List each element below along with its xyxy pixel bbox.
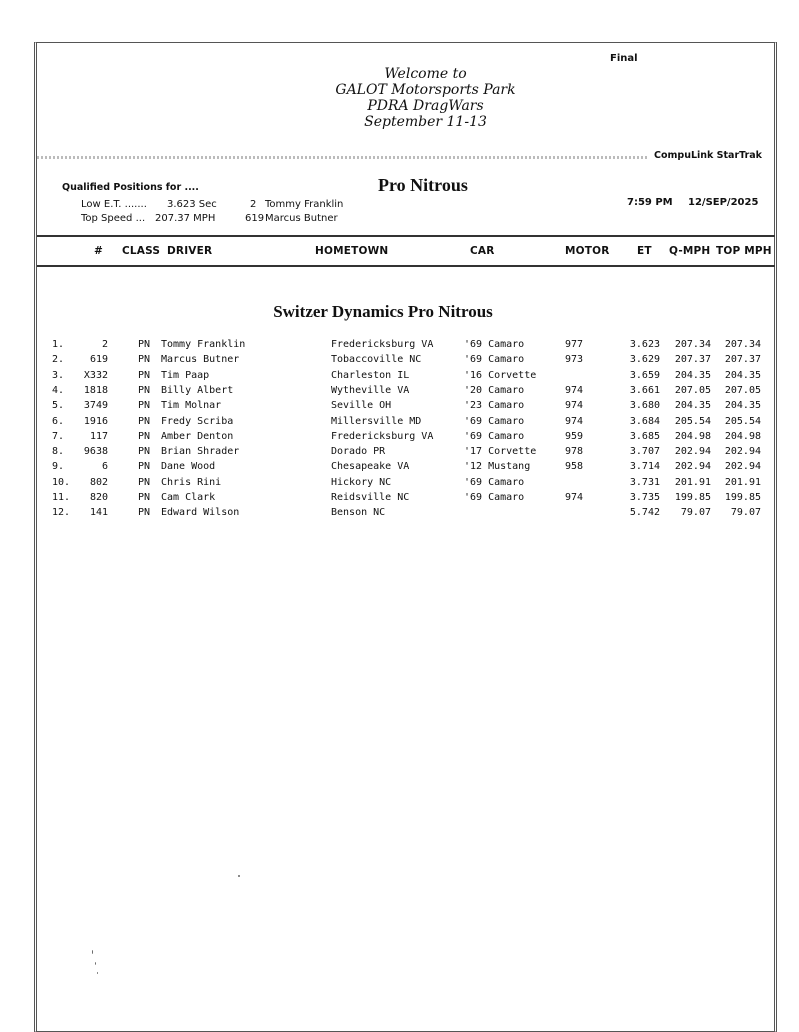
- col-motor: MOTOR: [565, 245, 610, 257]
- row-class: PN: [138, 492, 151, 503]
- report-time: 7:59 PM: [627, 197, 673, 208]
- col-topmph: TOP MPH: [716, 245, 772, 257]
- row-qmph: 199.85: [674, 492, 711, 503]
- qualified-label: Qualified Positions for ....: [62, 182, 199, 193]
- row-driver: Brian Shrader: [161, 446, 240, 458]
- top-speed-driver: Marcus Butner: [265, 213, 338, 224]
- low-et-driver: Tommy Franklin: [265, 199, 344, 210]
- row-top-mph: 207.37: [724, 354, 761, 366]
- row-motor: 973: [565, 354, 584, 366]
- row-car-number: 1818: [83, 384, 108, 396]
- status-label: Final: [610, 53, 638, 64]
- row-hometown: Tobaccoville NC: [331, 354, 422, 366]
- row-car: '16 Corvette: [464, 369, 537, 381]
- row-qmph: 204.35: [674, 400, 711, 412]
- row-car: '69 Camaro: [464, 415, 525, 427]
- row-position: 2.: [52, 354, 65, 366]
- row-class: PN: [138, 400, 151, 412]
- row-car-number: 117: [89, 430, 108, 442]
- row-car: '17 Corvette: [464, 446, 537, 458]
- row-class: PN: [138, 369, 151, 381]
- row-position: 3.: [52, 369, 65, 381]
- top-speed-value: 207.37 MPH: [155, 213, 216, 224]
- row-car: '69 Camaro: [464, 354, 525, 366]
- row-qmph: 204.35: [674, 369, 711, 381]
- row-car-number: 619: [89, 354, 108, 366]
- row-driver: Tommy Franklin: [161, 339, 246, 350]
- row-hometown: Fredericksburg VA: [331, 430, 434, 442]
- scan-speck: [95, 962, 96, 965]
- event-line-4: September 11-13: [364, 114, 487, 130]
- row-et: 3.680: [629, 400, 660, 412]
- table-row: [0, 446, 799, 461]
- row-top-mph: 199.85: [724, 492, 761, 503]
- row-car: '69 Camaro: [464, 476, 525, 488]
- col-hometown: HOMETOWN: [315, 245, 389, 257]
- row-qmph: 202.94: [674, 461, 711, 473]
- col-driver: DRIVER: [167, 245, 213, 257]
- table-row: [0, 507, 799, 522]
- top-speed-car-number: 619: [245, 213, 265, 224]
- row-car: '12 Mustang: [464, 461, 531, 473]
- col-class: CLASS: [122, 245, 161, 257]
- table-row: [0, 370, 799, 385]
- row-top-mph: 205.54: [724, 415, 761, 427]
- row-class: PN: [138, 339, 151, 350]
- scan-speck: [97, 972, 98, 974]
- row-position: 5.: [52, 400, 65, 412]
- row-hometown: Dorado PR: [331, 446, 386, 458]
- table-row: [0, 400, 799, 415]
- event-line-3: PDRA DragWars: [367, 98, 484, 114]
- row-et: 3.684: [629, 415, 660, 427]
- top-speed-label: Top Speed ...: [81, 213, 146, 224]
- row-car-number: 9638: [83, 446, 108, 458]
- row-et: 3.629: [629, 354, 660, 366]
- row-et: 3.661: [629, 384, 660, 396]
- row-qmph: 207.05: [674, 384, 711, 396]
- category-title: Pro Nitrous: [378, 175, 468, 195]
- row-top-mph: 201.91: [724, 476, 761, 488]
- scan-speck: [238, 875, 240, 877]
- row-et: 3.707: [629, 446, 660, 458]
- row-position: 9.: [52, 461, 65, 473]
- row-car-number: 1916: [83, 415, 108, 427]
- row-driver: Billy Albert: [161, 384, 234, 396]
- row-car-number: 6: [101, 461, 108, 473]
- row-driver: Cam Clark: [161, 492, 216, 503]
- low-et-car-number: 2: [250, 199, 257, 210]
- row-motor: 974: [565, 492, 584, 503]
- row-hometown: Millersville MD: [331, 415, 422, 427]
- row-position: 4.: [52, 384, 65, 396]
- row-hometown: Wytheville VA: [331, 384, 410, 396]
- row-class: PN: [138, 507, 151, 519]
- row-et: 3.714: [629, 461, 660, 473]
- row-top-mph: 202.94: [724, 461, 761, 473]
- row-et: 5.742: [629, 507, 660, 519]
- row-class: PN: [138, 476, 151, 488]
- header-rule-bottom: [37, 265, 775, 267]
- row-et: 3.731: [629, 476, 660, 488]
- row-class: PN: [138, 446, 151, 458]
- row-car-number: 802: [89, 476, 108, 488]
- row-top-mph: 207.34: [724, 339, 761, 350]
- row-position: 11.: [52, 492, 71, 503]
- table-row: [0, 354, 799, 369]
- row-hometown: Fredericksburg VA: [331, 339, 434, 350]
- row-driver: Edward Wilson: [161, 507, 240, 519]
- row-position: 6.: [52, 415, 65, 427]
- low-et-label: Low E.T. .......: [81, 199, 147, 210]
- row-car-number: 2: [101, 339, 108, 350]
- row-hometown: Benson NC: [331, 507, 386, 519]
- table-row: [0, 461, 799, 476]
- row-car-number: 820: [89, 492, 108, 503]
- row-qmph: 79.07: [680, 507, 711, 519]
- scan-speck: [92, 950, 93, 954]
- row-hometown: Hickory NC: [331, 476, 392, 488]
- row-class: PN: [138, 430, 151, 442]
- row-car: '20 Camaro: [464, 384, 525, 396]
- brand-label: CompuLink StarTrak: [654, 150, 762, 161]
- report-date: 12/SEP/2025: [688, 197, 759, 208]
- event-line-2: GALOT Motorsports Park: [335, 82, 516, 98]
- row-qmph: 207.34: [674, 339, 711, 350]
- row-et: 3.623: [629, 339, 660, 350]
- row-motor: 974: [565, 415, 584, 427]
- col-et: ET: [637, 245, 652, 257]
- row-car: '23 Camaro: [464, 400, 525, 412]
- table-row: [0, 416, 799, 431]
- row-position: 8.: [52, 446, 65, 458]
- row-car: '69 Camaro: [464, 492, 525, 503]
- header-rule-top: [37, 235, 775, 237]
- row-qmph: 202.94: [674, 446, 711, 458]
- row-position: 10.: [52, 476, 71, 488]
- table-row: [0, 477, 799, 492]
- row-hometown: Chesapeake VA: [331, 461, 410, 473]
- row-car-number: 141: [89, 507, 108, 519]
- row-motor: 978: [565, 446, 584, 458]
- row-driver: Chris Rini: [161, 476, 222, 488]
- col-qmph: Q-MPH: [669, 245, 711, 257]
- row-driver: Tim Paap: [161, 369, 210, 381]
- row-class: PN: [138, 384, 151, 396]
- row-driver: Tim Molnar: [161, 400, 222, 412]
- row-motor: 974: [565, 384, 584, 396]
- row-position: 1.: [52, 339, 65, 350]
- row-qmph: 204.98: [674, 430, 711, 442]
- row-hometown: Charleston IL: [331, 369, 410, 381]
- table-row: [0, 339, 799, 354]
- row-driver: Amber Denton: [161, 430, 234, 442]
- low-et-value: 3.623 Sec: [167, 199, 217, 210]
- row-qmph: 205.54: [674, 415, 711, 427]
- row-motor: 974: [565, 400, 584, 412]
- row-hometown: Reidsville NC: [331, 492, 410, 503]
- row-qmph: 201.91: [674, 476, 711, 488]
- row-motor: 959: [565, 430, 584, 442]
- row-top-mph: 204.35: [724, 400, 761, 412]
- table-row: [0, 385, 799, 400]
- table-row: [0, 431, 799, 446]
- dotted-separator: [37, 156, 647, 159]
- row-car: '69 Camaro: [464, 339, 525, 350]
- row-car-number: 3749: [83, 400, 108, 412]
- row-qmph: 207.37: [674, 354, 711, 366]
- section-title: Switzer Dynamics Pro Nitrous: [273, 302, 493, 321]
- row-driver: Dane Wood: [161, 461, 216, 473]
- row-car-number: X332: [83, 369, 108, 381]
- row-class: PN: [138, 415, 151, 427]
- table-row: [0, 492, 799, 507]
- row-position: 12.: [52, 507, 71, 519]
- event-line-1: Welcome to: [384, 66, 467, 82]
- row-et: 3.659: [629, 369, 660, 381]
- row-motor: 977: [565, 339, 584, 350]
- row-class: PN: [138, 354, 151, 366]
- row-top-mph: 79.07: [730, 507, 761, 519]
- row-driver: Marcus Butner: [161, 354, 240, 366]
- row-top-mph: 202.94: [724, 446, 761, 458]
- row-class: PN: [138, 461, 151, 473]
- row-et: 3.685: [629, 430, 660, 442]
- row-hometown: Seville OH: [331, 400, 392, 412]
- row-driver: Fredy Scriba: [161, 415, 234, 427]
- row-top-mph: 204.98: [724, 430, 761, 442]
- row-motor: 958: [565, 461, 584, 473]
- row-et: 3.735: [629, 492, 660, 503]
- col-num: #: [94, 245, 103, 257]
- row-position: 7.: [52, 430, 65, 442]
- row-top-mph: 204.35: [724, 369, 761, 381]
- col-car: CAR: [470, 245, 495, 257]
- row-top-mph: 207.05: [724, 384, 761, 396]
- row-car: '69 Camaro: [464, 430, 525, 442]
